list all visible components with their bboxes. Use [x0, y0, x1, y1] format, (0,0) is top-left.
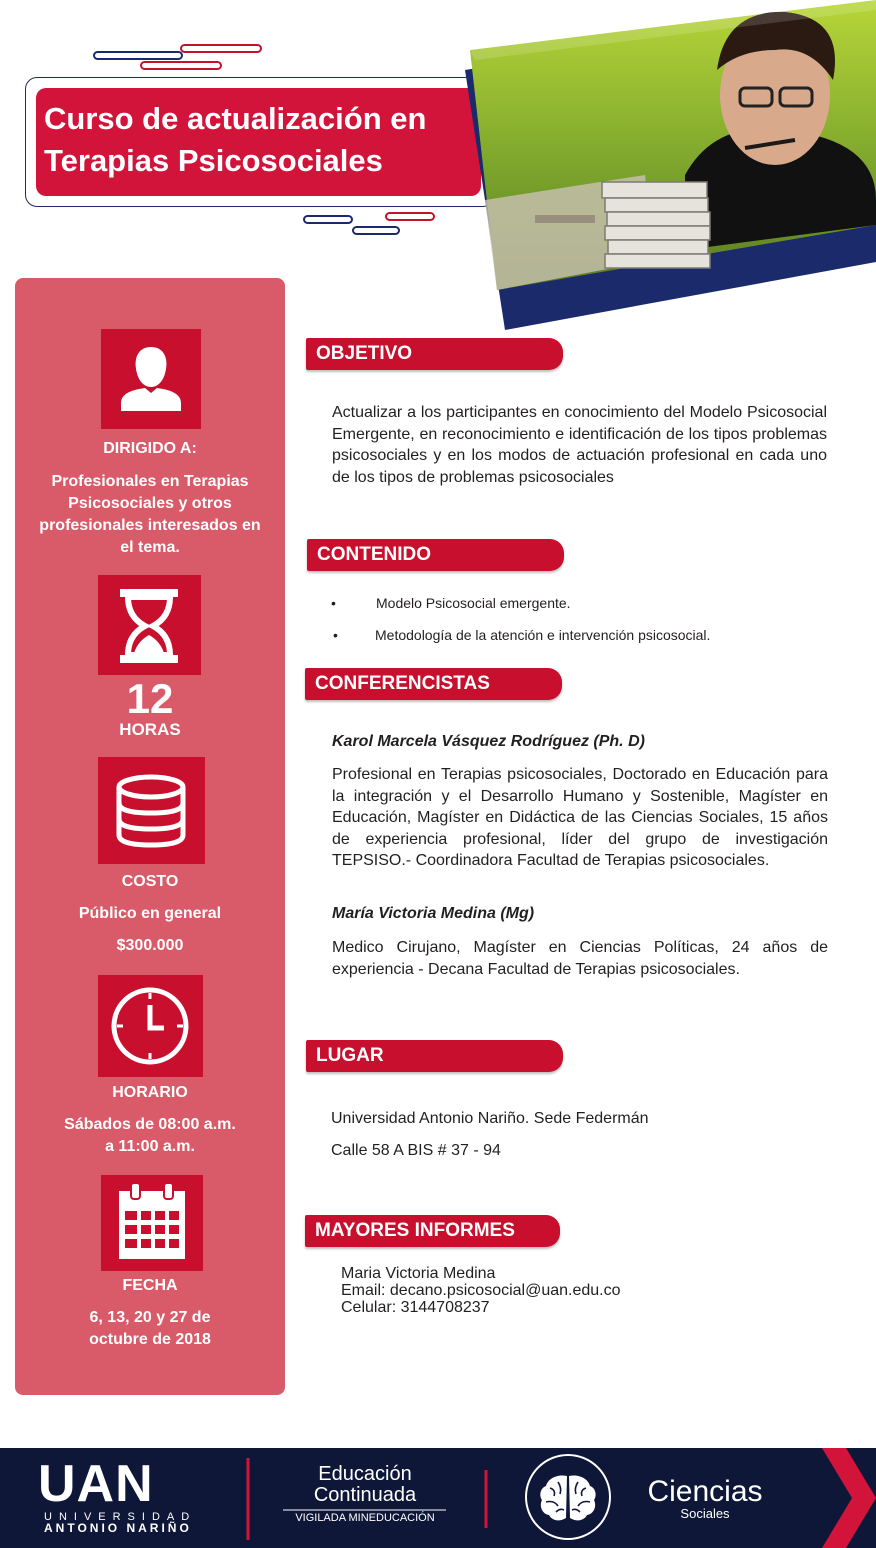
address-text: Calle 58 A BIS # 37 - 94	[331, 1142, 501, 1159]
vigilada-text: VIGILADA MINEDUCACIÓN	[295, 1512, 435, 1524]
speaker-bio: Profesional en Terapias psicosociales, Doctorado en Educación para la integración y el Desarrollo Humano y Sostenible, Magíster en Educación, Magíster en Didáctica de las Ciencias Sociales, 15 años de experiencia profesional, líder del grupo de investigación TEPSISO.- Coordinadora Facultad de Terapias psicosociales.	[332, 766, 828, 869]
dirigido-line: Psicosociales y otros	[68, 495, 232, 512]
speaker-bio: Medico Cirujano, Magíster en Ciencias Políticas, 24 años de experiencia - Decana Facultad de Terapias psicosociales.	[332, 939, 828, 978]
dirigido-text	[25, 471, 275, 559]
decor-pill	[140, 61, 222, 70]
costo-audience: Público en general	[78, 905, 222, 922]
calendar-icon-box	[101, 1175, 203, 1271]
user-icon-box	[101, 329, 201, 429]
fecha-line: 6, 13, 20 y 27 de	[89, 1309, 211, 1326]
contact-phone: Celular: 3144708237	[341, 1299, 490, 1316]
decor-pill	[352, 226, 400, 235]
university-line-2: ANTONIO NARIÑO	[44, 1521, 192, 1535]
hours-number: 12	[126, 675, 174, 722]
faculty-line-2: Sociales	[680, 1506, 730, 1521]
contact-email[interactable]: Email: decano.psicosocial@uan.edu.co	[341, 1282, 621, 1299]
faculty-line-1: Ciencias	[647, 1475, 763, 1508]
uan-logo: UAN	[38, 1455, 154, 1513]
user-icon	[101, 329, 201, 429]
calendar-icon	[101, 1175, 203, 1271]
dirigido-label: DIRIGIDO A:	[103, 440, 197, 457]
decor-pill	[303, 215, 353, 224]
costo-label: COSTO	[121, 873, 179, 890]
dirigido-line: el tema.	[120, 539, 180, 556]
page-title	[44, 98, 484, 182]
speaker-name: María Victoria Medina (Mg)	[332, 905, 535, 922]
coins-icon	[98, 757, 205, 864]
contenido-item: Metodología de la atención e intervención psicosocial.	[375, 627, 711, 643]
fecha-line: octubre de 2018	[89, 1331, 211, 1348]
lugar-heading: LUGAR	[306, 1040, 563, 1072]
horario-text	[25, 1114, 275, 1158]
hourglass-icon-box	[98, 575, 201, 675]
title-line-2: Terapias Psicosociales	[44, 143, 383, 178]
edu-line-1: Educación	[318, 1463, 412, 1485]
hours-label: HORAS	[119, 720, 181, 739]
objetivo-text: Actualizar a los participantes en conocimiento del Modelo Psicosocial Emergente, en reconocimiento e identificación de los tipos problemas psicosociales y en los modos de actuación profesional en cada uno de los tipos de problemas psicosociales	[332, 404, 827, 486]
edu-line-2: Continuada	[313, 1484, 417, 1506]
university-line-1: UNIVERSIDAD	[44, 1511, 197, 1523]
contenido-heading: CONTENIDO	[307, 539, 564, 571]
bullet-marker: •	[333, 627, 338, 643]
title-line-1: Curso de actualización en	[44, 101, 427, 136]
costo-price: $300.000	[116, 937, 184, 954]
decor-pill	[385, 212, 435, 221]
clock-icon	[98, 975, 203, 1077]
horario-line: a 11:00 a.m.	[105, 1138, 195, 1155]
fecha-label: FECHA	[122, 1277, 178, 1294]
fecha-text	[25, 1307, 275, 1351]
coins-icon-box	[98, 757, 205, 864]
horario-label: HORARIO	[112, 1084, 188, 1101]
horario-line: Sábados de 08:00 a.m.	[64, 1116, 236, 1133]
hourglass-icon	[98, 575, 201, 675]
decor-pill	[93, 51, 183, 60]
speaker-name: Karol Marcela Vásquez Rodríguez (Ph. D)	[332, 733, 645, 750]
decor-pill	[180, 44, 262, 53]
objetivo-heading: OBJETIVO	[306, 338, 563, 370]
informes-heading: MAYORES INFORMES	[305, 1215, 560, 1247]
brain-icon	[538, 1472, 598, 1524]
venue-text: Universidad Antonio Nariño. Sede Federmán	[331, 1110, 649, 1127]
contact-name: Maria Victoria Medina	[341, 1265, 496, 1282]
conferencistas-heading: CONFERENCISTAS	[305, 668, 562, 700]
contenido-item: Modelo Psicosocial emergente.	[376, 595, 571, 611]
dirigido-line: profesionales interesados en	[39, 517, 261, 534]
header-photo	[455, 0, 876, 330]
bullet-marker: •	[331, 595, 336, 611]
dirigido-line: Profesionales en Terapias	[51, 473, 249, 490]
clock-icon-box	[98, 975, 203, 1077]
